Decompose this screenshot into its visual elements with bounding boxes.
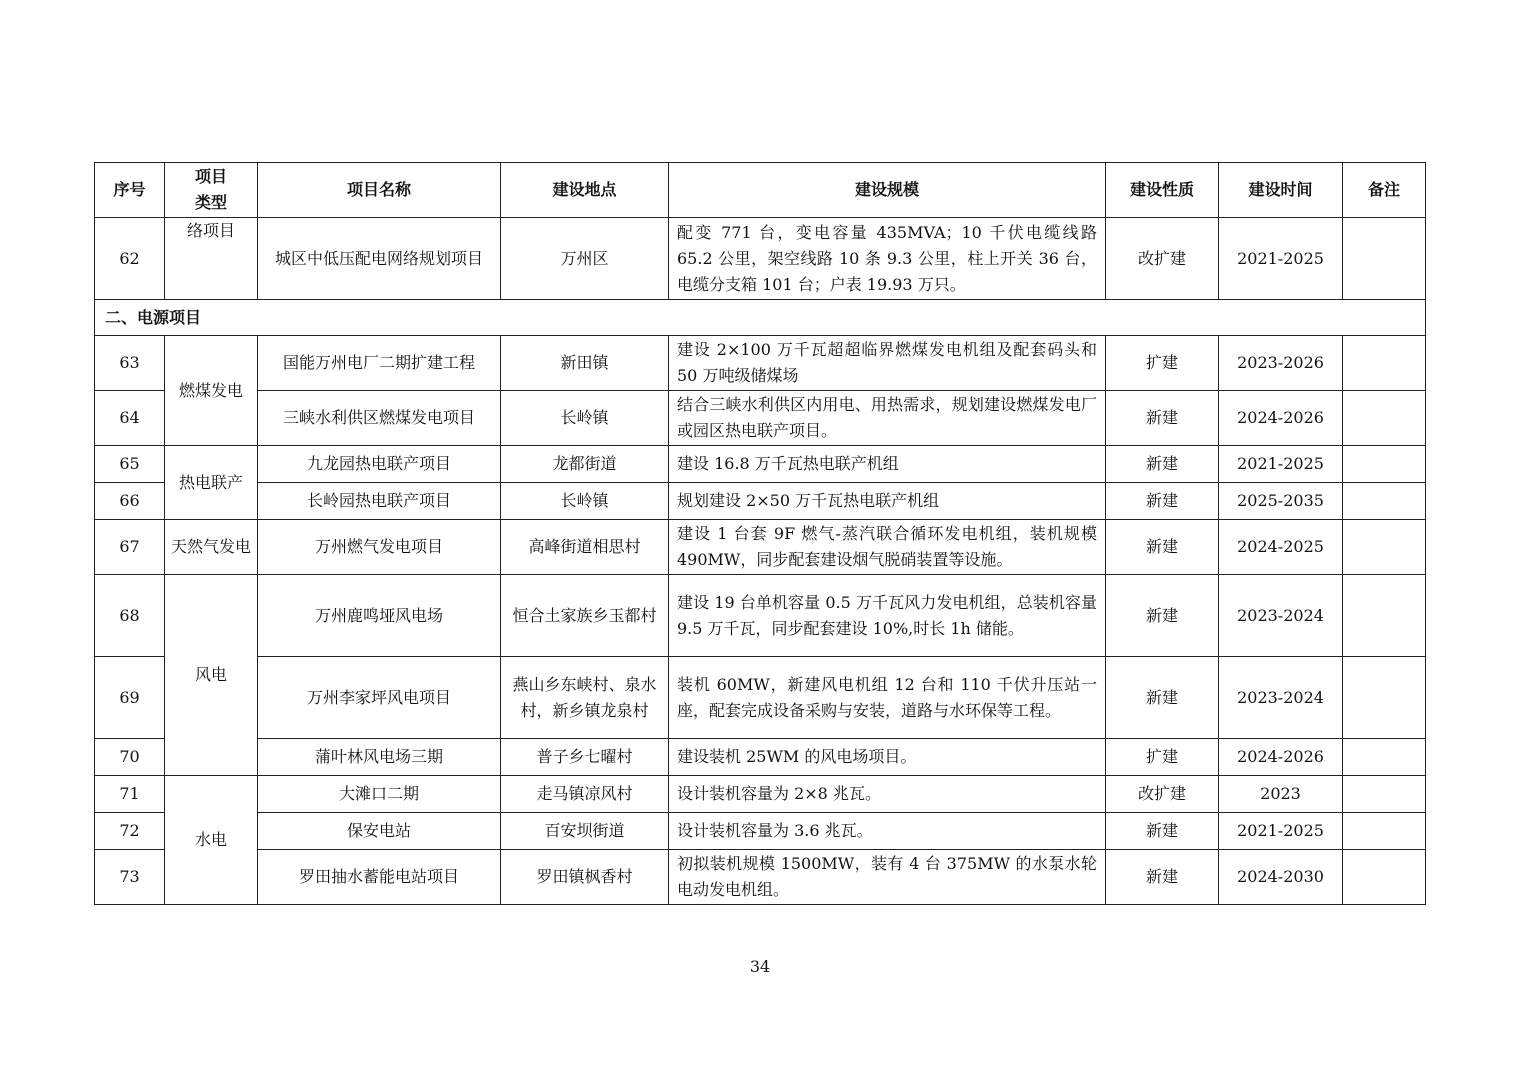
header-nature: 建设性质	[1106, 163, 1219, 218]
cell-scale: 建设 16.8 万千瓦热电联产机组	[669, 446, 1106, 483]
cell-seq: 65	[95, 446, 165, 483]
cell-scale: 初拟装机规模 1500MW，装有 4 台 375MW 的水泵水轮电动发电机组。	[669, 850, 1106, 905]
cell-location: 长岭镇	[501, 391, 669, 446]
cell-type: 络项目	[165, 218, 258, 300]
cell-time: 2021-2025	[1219, 218, 1343, 300]
cell-location: 新田镇	[501, 336, 669, 391]
table-row	[95, 739, 1426, 776]
cell-seq: 68	[95, 575, 165, 657]
cell-seq: 69	[95, 657, 165, 739]
cell-scale: 建设 1 台套 9F 燃气-蒸汽联合循环发电机组，装机规模 490MW，同步配套建设烟气脱硝装置等设施。	[669, 520, 1106, 575]
header-location: 建设地点	[501, 163, 669, 218]
cell-time: 2025-2035	[1219, 483, 1343, 520]
cell-location: 走马镇凉风村	[501, 776, 669, 813]
cell-scale: 规划建设 2×50 万千瓦热电联产机组	[669, 483, 1106, 520]
cell-location: 罗田镇枫香村	[501, 850, 669, 905]
cell-name: 长岭园热电联产项目	[258, 483, 501, 520]
cell-name: 三峡水利供区燃煤发电项目	[258, 391, 501, 446]
cell-seq: 64	[95, 391, 165, 446]
cell-note	[1343, 850, 1426, 905]
cell-seq: 67	[95, 520, 165, 575]
cell-seq: 63	[95, 336, 165, 391]
table-row	[95, 520, 1426, 575]
cell-name: 九龙园热电联产项目	[258, 446, 501, 483]
cell-seq: 72	[95, 813, 165, 850]
cell-time: 2024-2026	[1219, 739, 1343, 776]
table-row	[95, 813, 1426, 850]
cell-name: 保安电站	[258, 813, 501, 850]
cell-time: 2023-2024	[1219, 575, 1343, 657]
cell-note	[1343, 776, 1426, 813]
section-title: 二、电源项目	[95, 300, 1426, 336]
cell-time: 2021-2025	[1219, 813, 1343, 850]
cell-location: 燕山乡东峡村、泉水村，新乡镇龙泉村	[501, 657, 669, 739]
table-row	[95, 776, 1426, 813]
table-row	[95, 850, 1426, 905]
table-row	[95, 391, 1426, 446]
cell-location: 长岭镇	[501, 483, 669, 520]
cell-nature: 新建	[1106, 813, 1219, 850]
header-seq: 序号	[95, 163, 165, 218]
cell-note	[1343, 575, 1426, 657]
cell-nature: 扩建	[1106, 739, 1219, 776]
table-row	[95, 483, 1426, 520]
cell-location: 高峰街道相思村	[501, 520, 669, 575]
cell-location: 恒合土家族乡玉都村	[501, 575, 669, 657]
table-row	[95, 218, 1426, 300]
cell-scale: 装机 60MW，新建风电机组 12 台和 110 千伏升压站一座，配套完成设备采购与安装，道路与水环保等工程。	[669, 657, 1106, 739]
cell-nature: 新建	[1106, 520, 1219, 575]
cell-name: 万州李家坪风电项目	[258, 657, 501, 739]
cell-seq: 70	[95, 739, 165, 776]
header-type: 项目 类型	[165, 163, 258, 218]
cell-nature: 新建	[1106, 391, 1219, 446]
cell-note	[1343, 391, 1426, 446]
header-note: 备注	[1343, 163, 1426, 218]
cell-note	[1343, 813, 1426, 850]
cell-location: 万州区	[501, 218, 669, 300]
cell-nature: 扩建	[1106, 336, 1219, 391]
cell-nature: 新建	[1106, 850, 1219, 905]
cell-nature: 新建	[1106, 657, 1219, 739]
cell-time: 2024-2025	[1219, 520, 1343, 575]
cell-scale: 建设 2×100 万千瓦超超临界燃煤发电机组及配套码头和 50 万吨级储煤场	[669, 336, 1106, 391]
group-coal: 燃煤发电	[165, 336, 258, 446]
cell-location: 龙都街道	[501, 446, 669, 483]
cell-note	[1343, 218, 1426, 300]
cell-name: 罗田抽水蓄能电站项目	[258, 850, 501, 905]
cell-time: 2023	[1219, 776, 1343, 813]
cell-seq: 66	[95, 483, 165, 520]
cell-nature: 改扩建	[1106, 776, 1219, 813]
table-row	[95, 446, 1426, 483]
cell-nature: 新建	[1106, 575, 1219, 657]
cell-note	[1343, 483, 1426, 520]
cell-name: 万州燃气发电项目	[258, 520, 501, 575]
group-wind: 风电	[165, 575, 258, 776]
cell-note	[1343, 739, 1426, 776]
cell-name: 国能万州电厂二期扩建工程	[258, 336, 501, 391]
cell-scale: 设计装机容量为 2×8 兆瓦。	[669, 776, 1106, 813]
project-table	[94, 162, 1426, 905]
cell-note	[1343, 520, 1426, 575]
cell-scale: 建设装机 25WM 的风电场项目。	[669, 739, 1106, 776]
section-row	[95, 300, 1426, 336]
cell-note	[1343, 657, 1426, 739]
group-chp: 热电联产	[165, 446, 258, 520]
cell-note	[1343, 446, 1426, 483]
table-row	[95, 336, 1426, 391]
cell-name: 万州鹿鸣垭风电场	[258, 575, 501, 657]
cell-location: 普子乡七曜村	[501, 739, 669, 776]
table-row	[95, 657, 1426, 739]
cell-note	[1343, 336, 1426, 391]
page-number: 34	[749, 957, 771, 976]
header-time: 建设时间	[1219, 163, 1343, 218]
cell-scale: 结合三峡水利供区内用电、用热需求，规划建设燃煤发电厂或园区热电联产项目。	[669, 391, 1106, 446]
group-gas: 天然气发电	[165, 520, 258, 575]
header-name: 项目名称	[258, 163, 501, 218]
cell-scale: 建设 19 台单机容量 0.5 万千瓦风力发电机组，总装机容量 9.5 万千瓦，同步配套建设 10%,时长 1h 储能。	[669, 575, 1106, 657]
cell-time: 2023-2024	[1219, 657, 1343, 739]
cell-nature: 新建	[1106, 483, 1219, 520]
cell-name: 大滩口二期	[258, 776, 501, 813]
cell-seq: 62	[95, 218, 165, 300]
cell-time: 2024-2026	[1219, 391, 1343, 446]
cell-time: 2023-2026	[1219, 336, 1343, 391]
cell-scale: 配变 771 台，变电容量 435MVA；10 千伏电缆线路 65.2 公里，架空线路 10 条 9.3 公里，柱上开关 36 台，电缆分支箱 101 台；户表 19.93 万只。	[669, 218, 1106, 300]
group-hydro: 水电	[165, 776, 258, 905]
cell-nature: 新建	[1106, 446, 1219, 483]
cell-seq: 71	[95, 776, 165, 813]
cell-scale: 设计装机容量为 3.6 兆瓦。	[669, 813, 1106, 850]
header-row	[95, 163, 1426, 218]
cell-name: 城区中低压配电网络规划项目	[258, 218, 501, 300]
header-scale: 建设规模	[669, 163, 1106, 218]
cell-location: 百安坝街道	[501, 813, 669, 850]
cell-time: 2024-2030	[1219, 850, 1343, 905]
cell-time: 2021-2025	[1219, 446, 1343, 483]
cell-name: 蒲叶林风电场三期	[258, 739, 501, 776]
cell-seq: 73	[95, 850, 165, 905]
table-row	[95, 575, 1426, 657]
cell-nature: 改扩建	[1106, 218, 1219, 300]
